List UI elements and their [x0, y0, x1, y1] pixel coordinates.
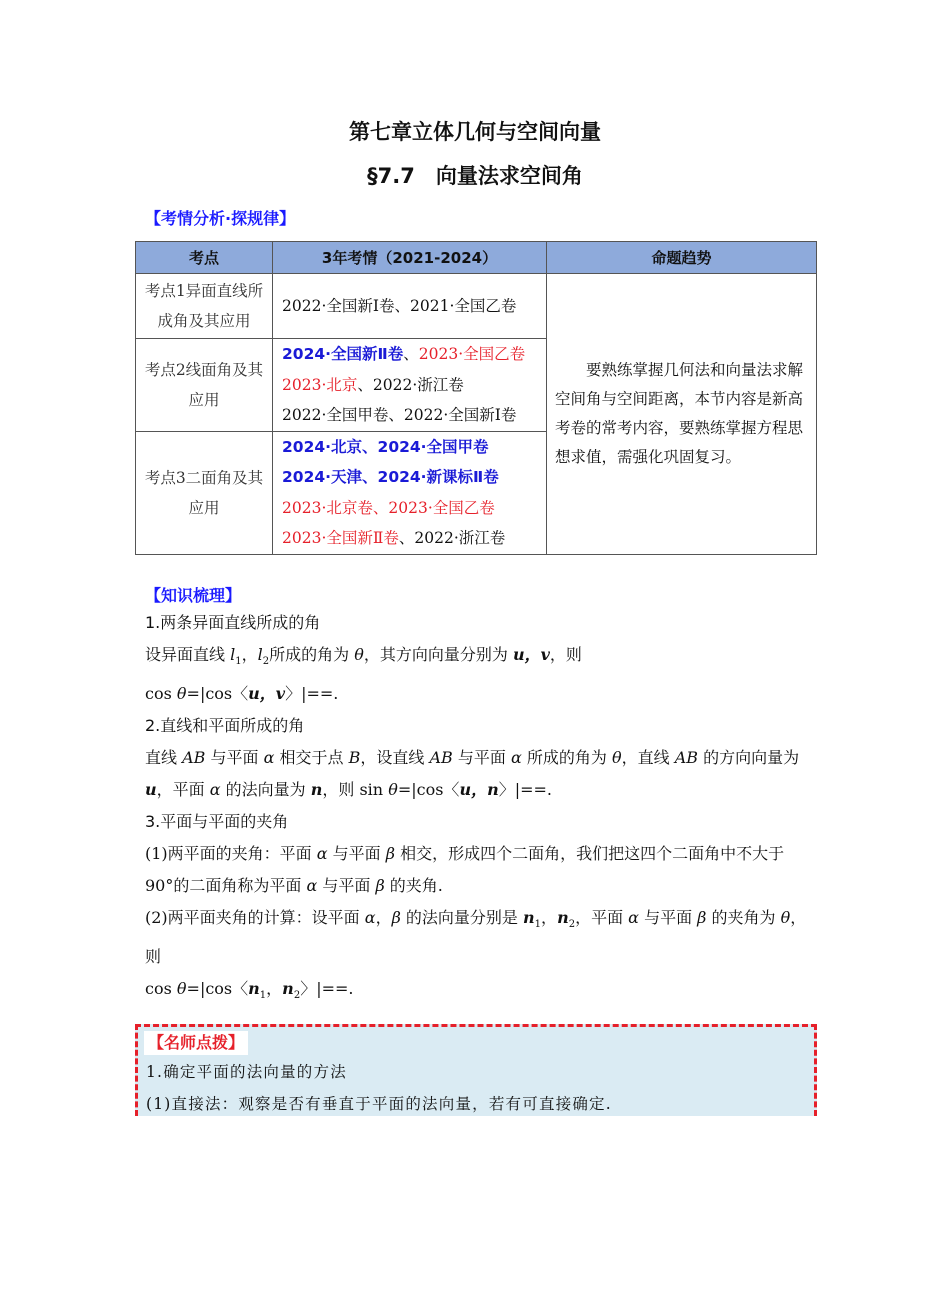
- text-segment: θ: [354, 645, 364, 664]
- knowledge-body: [145, 607, 815, 1013]
- paragraph: [145, 678, 815, 710]
- analysis-heading: 【考情分析·探规律】: [145, 209, 296, 228]
- text-segment: u: [145, 780, 157, 800]
- text-segment: 与平面: [317, 876, 376, 896]
- callout-line: 1.确定平面的法向量的方法: [146, 1063, 347, 1081]
- paragraph: [145, 973, 815, 1012]
- exam-line: [282, 370, 540, 401]
- paragraph: [145, 639, 815, 678]
- text-segment: =|cos〈: [397, 780, 460, 800]
- text-segment: cos: [145, 979, 177, 999]
- text-segment: n: [557, 908, 569, 928]
- text-segment: n: [282, 979, 294, 999]
- trend-cell: 要熟练掌握几何法和向量法求解空间角与空间距离，本节内容是新高考卷的常考内容，要熟练掌握方程思想求值，需强化巩固复习。: [547, 274, 817, 555]
- text-segment: β: [391, 908, 401, 928]
- paragraph: [145, 806, 815, 838]
- exam-line: [282, 291, 540, 322]
- exam-line: [282, 523, 540, 554]
- text-segment: B: [348, 748, 361, 768]
- text-segment: α: [209, 780, 221, 800]
- knowledge-heading: 【知识梳理】: [145, 586, 242, 605]
- text-segment: θ: [176, 979, 187, 999]
- text-segment: β: [385, 844, 396, 864]
- text-segment: 与平面: [638, 908, 698, 928]
- text-segment: ，: [541, 908, 558, 928]
- text-segment: 两条异面直线所成的角: [160, 613, 321, 632]
- table-row: [136, 274, 817, 339]
- exam-line: [282, 493, 540, 524]
- text-segment: 2023·全国新Ⅱ卷: [282, 529, 399, 547]
- table-header-row: [136, 242, 817, 274]
- text-segment: =|cos〈: [186, 684, 249, 704]
- header-trend: 命题趋势: [547, 242, 817, 274]
- exam-line: [282, 432, 540, 463]
- text-segment: α: [628, 908, 639, 928]
- text-segment: n: [248, 979, 260, 999]
- text-segment: β: [697, 908, 707, 928]
- text-segment: α: [263, 748, 275, 768]
- text-segment: 、: [403, 345, 419, 363]
- text-segment: 2022·全国甲卷、2022·全国新Ⅰ卷: [282, 406, 517, 424]
- text-segment: u，n: [459, 780, 499, 800]
- years-cell: [273, 431, 547, 554]
- tip-callout: [135, 1024, 817, 1116]
- paragraph: [145, 902, 815, 973]
- text-segment: 的夹角为: [706, 908, 781, 928]
- text-segment: 〉|==.: [285, 684, 339, 704]
- text-segment: 设异面直线: [145, 645, 231, 664]
- exam-analysis-table: [135, 241, 817, 555]
- text-segment: l: [230, 645, 236, 664]
- text-segment: 直线: [145, 748, 183, 768]
- paragraph: [145, 838, 815, 902]
- text-segment: α: [306, 876, 318, 896]
- exam-line: [282, 400, 540, 431]
- exam-line: [282, 462, 540, 493]
- text-segment: θ: [388, 780, 398, 800]
- text-segment: AB: [674, 748, 698, 768]
- text-segment: 2023·北京卷、2023·全国乙卷: [282, 498, 495, 517]
- chapter-title: 第七章立体几何与空间向量: [349, 120, 601, 144]
- text-segment: ，: [375, 908, 392, 928]
- text-segment: 、2022·浙江卷: [357, 375, 464, 394]
- text-segment: 2024·天津、2024·新课标Ⅱ卷: [282, 468, 499, 486]
- paragraph: [145, 710, 815, 742]
- text-segment: 1.: [145, 613, 161, 632]
- text-segment: 2022·全国新Ⅰ卷、2021·全国乙卷: [282, 296, 517, 315]
- text-segment: 2023·全国乙卷: [418, 345, 526, 363]
- text-segment: 相交，形成四个二面角，我们把这四个二面角中不大于 90°的二面角称为平面: [145, 844, 785, 896]
- callout-tag: 【名师点拨】: [144, 1031, 248, 1055]
- header-years: 3年考情（2021-2024）: [273, 242, 547, 274]
- text-segment: ，则 sin: [322, 780, 389, 800]
- text-segment: 2024·全国新Ⅱ卷: [282, 345, 404, 363]
- callout-line: (1)直接法：观察是否有垂直于平面的法向量，若有可直接确定.: [146, 1095, 612, 1113]
- text-segment: cos: [145, 684, 177, 704]
- point-cell: 考点3二面角及其应用: [136, 431, 273, 554]
- text-segment: 3.: [145, 812, 161, 832]
- text-segment: ，设直线: [360, 748, 430, 768]
- text-segment: 与平面: [205, 748, 264, 768]
- text-segment: ，直线: [621, 748, 675, 768]
- text-segment: 2023·北京: [282, 375, 358, 394]
- text-segment: 平面与平面的夹角: [160, 812, 289, 832]
- text-segment: 1: [259, 990, 267, 1002]
- text-segment: θ: [611, 748, 622, 768]
- text-segment: 的夹角.: [384, 876, 443, 896]
- text-segment: θ: [176, 684, 187, 704]
- text-segment: (2)两平面夹角的计算：设平面: [145, 908, 365, 928]
- text-segment: 、2022·浙江卷: [398, 529, 506, 547]
- text-segment: ，: [241, 645, 258, 664]
- text-segment: β: [375, 876, 385, 896]
- text-segment: α: [510, 748, 522, 768]
- exam-line: [282, 339, 540, 370]
- text-segment: ，则: [145, 908, 807, 967]
- text-segment: α: [316, 844, 328, 864]
- text-segment: α: [364, 908, 376, 928]
- text-segment: ，平面: [156, 780, 210, 800]
- paragraph: [145, 607, 815, 639]
- text-segment: ，则: [549, 645, 582, 664]
- text-segment: l: [257, 645, 263, 664]
- text-segment: 的方向向量为: [698, 748, 800, 768]
- text-segment: AB: [429, 748, 453, 768]
- text-segment: ，其方向向量分别为: [363, 645, 513, 664]
- text-segment: 〉|==.: [498, 780, 553, 800]
- text-segment: 1: [534, 919, 542, 931]
- paragraph: [145, 742, 815, 806]
- text-segment: 与平面: [327, 844, 386, 864]
- text-segment: (1)两平面的夹角：平面: [145, 844, 317, 864]
- header-point: 考点: [136, 242, 273, 274]
- text-segment: 与平面: [452, 748, 511, 768]
- section-title: §7.7 向量法求空间角: [367, 164, 583, 188]
- text-segment: 的法向量分别是: [400, 908, 524, 928]
- text-segment: 的法向量为: [220, 780, 311, 800]
- text-segment: n: [523, 908, 535, 928]
- text-segment: θ: [780, 908, 791, 928]
- point-cell: 考点1异面直线所成角及其应用: [136, 274, 273, 339]
- text-segment: =|cos〈: [186, 979, 249, 999]
- text-segment: n: [310, 780, 323, 800]
- text-segment: 2: [293, 990, 301, 1002]
- years-cell: [273, 339, 547, 432]
- point-cell: 考点2线面角及其应用: [136, 339, 273, 432]
- text-segment: 2.: [145, 716, 161, 736]
- text-segment: 所成的角为: [521, 748, 612, 768]
- text-segment: ，平面: [575, 908, 629, 928]
- text-segment: ，: [266, 979, 283, 999]
- text-segment: 2: [262, 656, 270, 668]
- years-cell: [273, 274, 547, 339]
- text-segment: 相交于点: [274, 748, 349, 768]
- text-segment: 2: [568, 919, 576, 931]
- text-segment: AB: [182, 748, 206, 768]
- text-segment: 〉|==.: [300, 979, 354, 999]
- text-segment: 2024·北京、2024·全国甲卷: [282, 437, 489, 456]
- text-segment: 直线和平面所成的角: [160, 716, 305, 736]
- text-segment: 1: [235, 656, 242, 668]
- text-segment: u，v: [248, 684, 286, 704]
- text-segment: u，v: [512, 645, 550, 664]
- text-segment: 所成的角为: [269, 645, 355, 664]
